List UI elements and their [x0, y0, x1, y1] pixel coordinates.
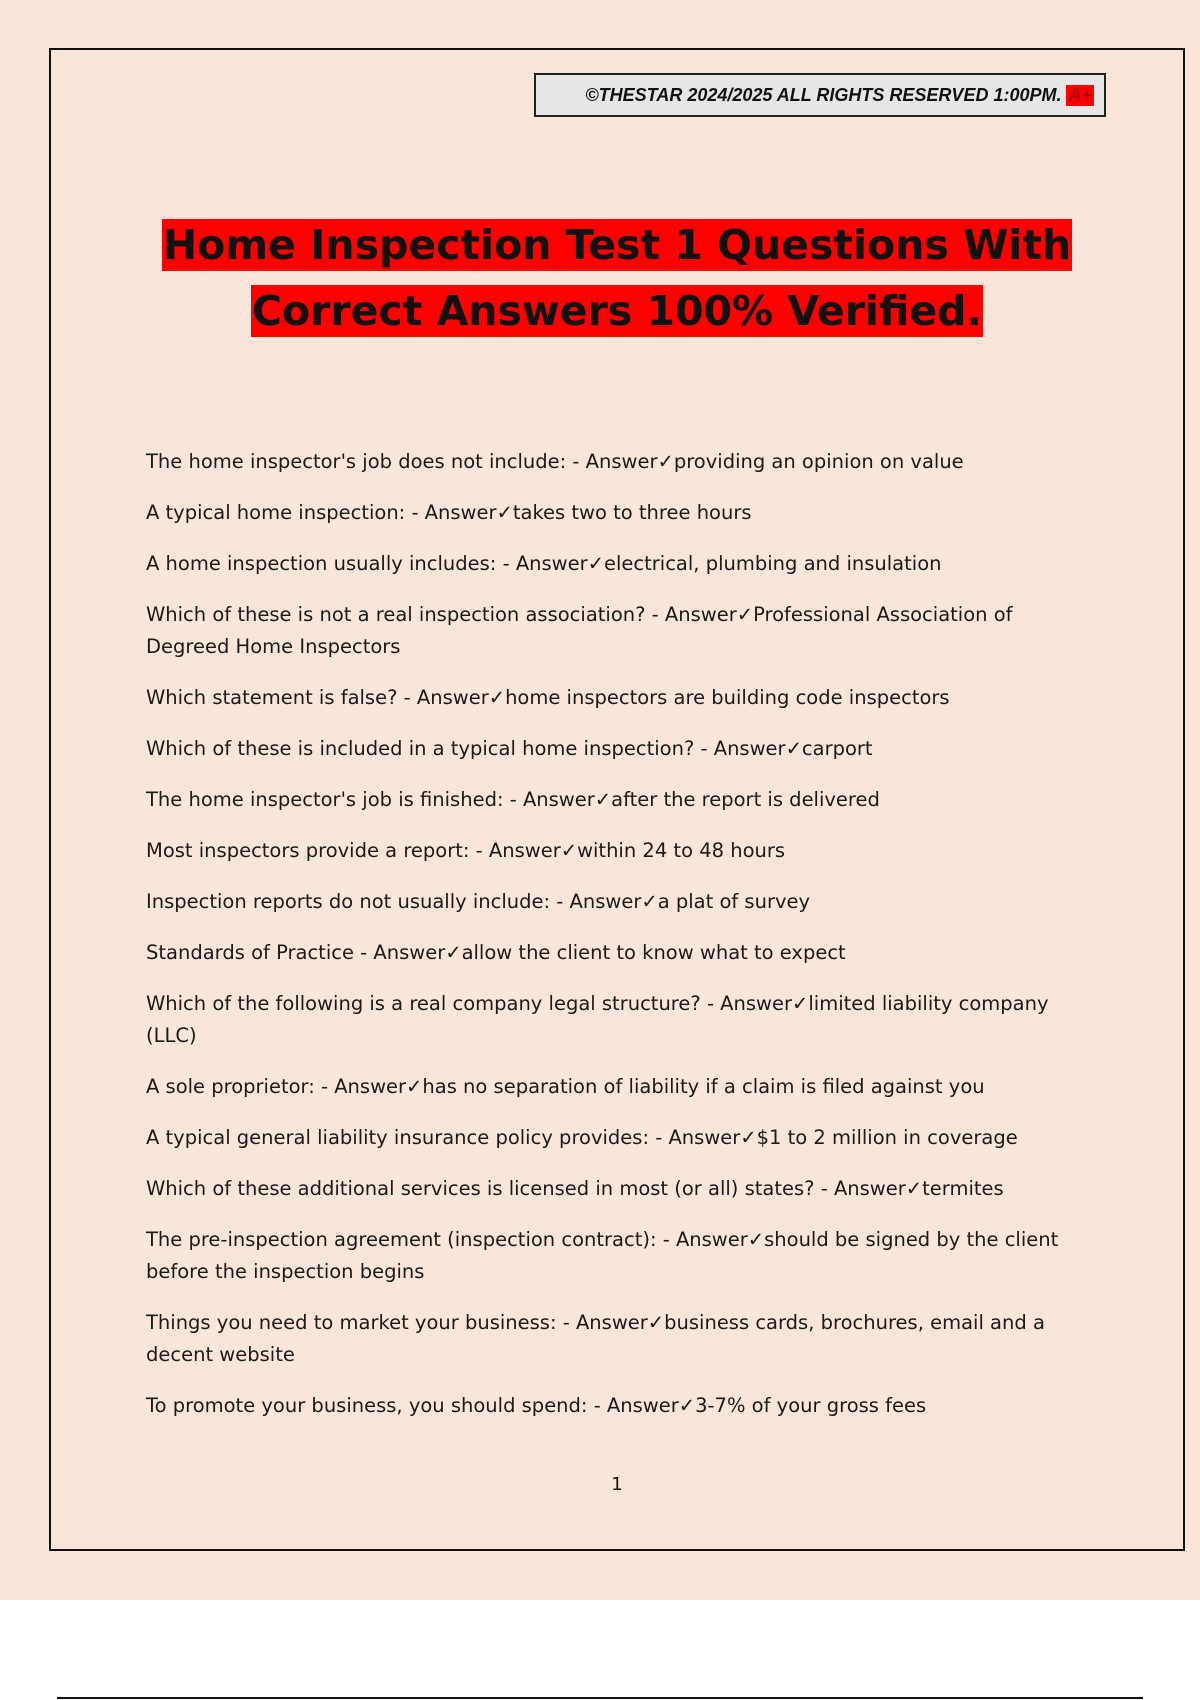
answer-label: - Answer: [587, 1394, 679, 1417]
checkmark-icon: ✓: [657, 450, 674, 473]
question-text: To promote your business, you should spend:: [146, 1394, 588, 1417]
question-text: The home inspector's job is finished:: [146, 788, 504, 811]
answer-text: allow the client to know what to expect: [461, 941, 846, 964]
qa-item: [146, 988, 1076, 1052]
question-text: Standards of Practice: [146, 941, 354, 964]
question-text: Which of these is included in a typical home inspection?: [146, 737, 695, 760]
checkmark-icon: ✓: [678, 1394, 696, 1417]
answer-label: - Answer: [556, 1311, 648, 1334]
answer-text: carport: [801, 737, 873, 760]
answer-text: providing an opinion on value: [673, 450, 964, 473]
answer-text: takes two to three hours: [512, 501, 752, 524]
qa-item: [146, 446, 1076, 478]
answer-label: - Answer: [496, 552, 588, 575]
qa-item: [146, 733, 1076, 765]
grade-badge: A+: [1068, 84, 1092, 105]
copyright-text: ©THESTAR 2024/2025 ALL RIGHTS RESERVED 1:00PM.: [585, 84, 1062, 105]
question-text: Which of these additional services is licensed in most (or all) states?: [146, 1177, 815, 1200]
qa-item: [146, 497, 1076, 529]
answer-text: business cards, brochures, email and a decent website: [146, 1311, 1045, 1366]
qa-item: [146, 1390, 1076, 1422]
question-answer-list: [146, 446, 1076, 1441]
qa-item: [146, 548, 1076, 580]
question-text: A typical general liability insurance policy provides:: [146, 1126, 650, 1149]
checkmark-icon: ✓: [641, 890, 658, 913]
answer-text: $1 to 2 million in coverage: [756, 1126, 1018, 1149]
qa-item: [146, 1122, 1076, 1154]
checkmark-icon: ✓: [736, 603, 754, 626]
answer-label: - Answer: [649, 1126, 741, 1149]
checkmark-icon: ✓: [488, 686, 506, 709]
answer-label: - Answer: [566, 450, 658, 473]
answer-text: Professional Association of Degreed Home Inspectors: [146, 603, 1013, 658]
question-text: Things you need to market your business:: [146, 1311, 557, 1334]
checkmark-icon: ✓: [905, 1177, 923, 1200]
question-text: Which of the following is a real company legal structure?: [146, 992, 701, 1015]
answer-label: - Answer: [700, 992, 793, 1015]
qa-item: [146, 886, 1076, 918]
question-text: The pre-inspection agreement (inspection contract):: [146, 1228, 657, 1251]
checkmark-icon: ✓: [496, 501, 513, 524]
qa-item: [146, 937, 1076, 969]
answer-text: a plat of survey: [657, 890, 811, 913]
question-text: The home inspector's job does not include:: [146, 450, 567, 473]
checkmark-icon: ✓: [406, 1075, 423, 1098]
copyright-header: [534, 73, 1106, 117]
answer-label: - Answer: [397, 686, 489, 709]
answer-label: - Answer: [469, 839, 561, 862]
answer-label: - Answer: [353, 941, 446, 964]
question-text: A sole proprietor:: [146, 1075, 315, 1098]
answer-label: - Answer: [814, 1177, 906, 1200]
checkmark-icon: ✓: [560, 839, 578, 862]
checkmark-icon: ✓: [792, 992, 809, 1015]
answer-text: home inspectors are building code inspectors: [505, 686, 950, 709]
question-text: Which statement is false?: [146, 686, 398, 709]
answer-label: - Answer: [694, 737, 786, 760]
page-number: 1: [611, 1474, 623, 1495]
qa-item: [146, 599, 1076, 663]
checkmark-icon: ✓: [594, 788, 612, 811]
answer-text: after the report is delivered: [611, 788, 880, 811]
checkmark-icon: ✓: [647, 1311, 665, 1334]
title-line-1: Home Inspection Test 1 Questions With: [162, 221, 1072, 269]
document-title: [0, 212, 1200, 344]
answer-label: - Answer: [656, 1228, 748, 1251]
answer-text: 3-7% of your gross fees: [695, 1394, 927, 1417]
answer-text: should be signed by the client before the inspection begins: [146, 1228, 1059, 1283]
question-text: Which of these is not a real inspection association?: [146, 603, 646, 626]
qa-item: [146, 1224, 1076, 1288]
question-text: A typical home inspection:: [146, 501, 406, 524]
qa-item: [146, 682, 1076, 714]
answer-text: within 24 to 48 hours: [577, 839, 786, 862]
qa-item: [146, 1173, 1076, 1205]
answer-text: termites: [922, 1177, 1004, 1200]
question-text: Inspection reports do not usually include:: [146, 890, 551, 913]
question-text: A home inspection usually includes:: [146, 552, 497, 575]
checkmark-icon: ✓: [587, 552, 604, 575]
answer-text: electrical, plumbing and insulation: [604, 552, 942, 575]
question-text: Most inspectors provide a report:: [146, 839, 470, 862]
qa-item: [146, 1307, 1076, 1371]
qa-item: [146, 784, 1076, 816]
answer-label: - Answer: [645, 603, 737, 626]
checkmark-icon: ✓: [747, 1228, 765, 1251]
answer-label: - Answer: [405, 501, 497, 524]
answer-label: - Answer: [314, 1075, 407, 1098]
qa-item: [146, 1071, 1076, 1103]
checkmark-icon: ✓: [740, 1126, 757, 1149]
answer-text: has no separation of liability if a claim is filed against you: [422, 1075, 985, 1098]
answer-text: limited liability company (LLC): [146, 992, 1049, 1047]
qa-item: [146, 835, 1076, 867]
answer-label: - Answer: [503, 788, 595, 811]
bottom-divider: [57, 1697, 1143, 1699]
answer-label: - Answer: [550, 890, 642, 913]
title-line-2: Correct Answers 100% Verified.: [251, 287, 983, 335]
checkmark-icon: ✓: [785, 737, 802, 760]
checkmark-icon: ✓: [445, 941, 462, 964]
